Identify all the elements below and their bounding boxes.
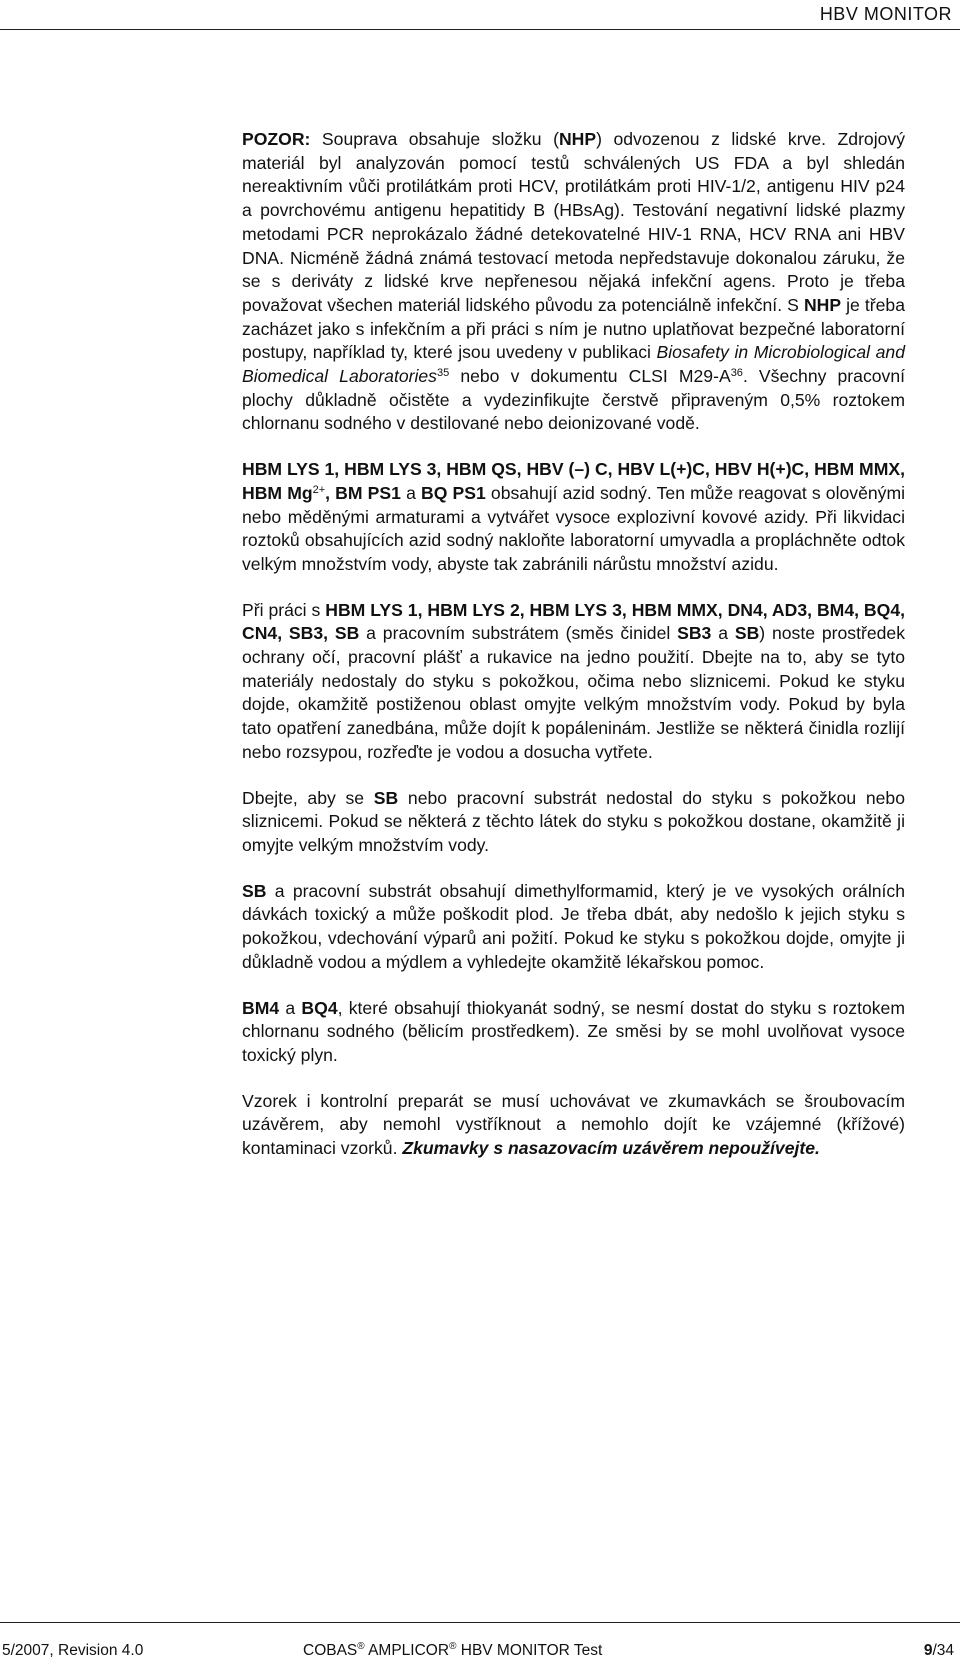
bold-term: HBM LYS 1, HBM LYS 2, HBM LYS 3, HBM MMX, DN4, AD3, BM4, BQ4, CN4, SB3, SB <box>242 599 905 644</box>
text-span: nebo v dokumentu CLSI M29-A <box>449 366 731 387</box>
bold-term: HBM LYS 1, HBM LYS 3, HBM QS, HBV (–) C, HBV L(+)C, HBV H(+)C, HBM MMX, HBM Mg <box>242 459 905 503</box>
reference-superscript: 35 <box>436 367 450 380</box>
revision-label: 5/2007, Revision 4.0 <box>2 1642 144 1659</box>
bold-term: BQ4 <box>301 997 338 1018</box>
text-span: ) noste prostředek ochrany očí, pracovní plášť a rukavice na jedno použití. Dbejte na to, aby se tyto materiály nedostaly do styku s pokožkou, očima nebo sliznicemi. Pokud ke styku dojde, okamžitě postiženou oblast omyjte velkým množstvím vody. Pokud by byla tato opatření zanedbána, může dojít k popáleninám. Jestliže se některá činidla rozlijí nebo rozsypou, rozřeďte je vodou a dosucha vytřete. <box>242 623 905 762</box>
paragraph-azide <box>242 458 905 577</box>
text-span: Dbejte, aby se <box>242 787 374 808</box>
registered-mark: ® <box>357 1641 365 1652</box>
page-footer <box>0 1622 960 1667</box>
current-page: 9 <box>923 1642 933 1659</box>
text-span: Souprava obsahuje složku ( <box>310 129 559 149</box>
text-span: a <box>279 997 302 1018</box>
bold-term: NHP <box>558 129 597 149</box>
paragraph-substrate-contact <box>242 787 905 858</box>
bold-term: , BM PS1 <box>325 482 401 503</box>
bold-term: SB <box>734 623 760 644</box>
text-span: ) odvozenou z lidské krve. Zdrojový materiál byl analyzován pomocí testů schválených US FDA a byl shledán nereaktivním vůči protilátkám proti HCV, protilátkám proti HIV-1/2, antigenu HIV p24 a povrchovému antigenu hepatitidy B (HBsAg). Testování negativní lidské plazmy metodami PCR neprokázalo žádné detekovatelné HIV-1 RNA, HCV RNA ani HBV DNA. Nicméně žádná známá testovací metoda nepředstavuje dokonalou záruku, že se s deriváty z lidské krve nepřenesou nějaká infekční agens. Proto je třeba považovat všechen materiál lidského původu za potenciálně infekční. S <box>242 129 905 315</box>
paragraph-thiocyanate <box>242 997 905 1068</box>
text-span: a pracovní substrát obsahují dimethylformamid, který je ve vysokých orálních dávkách toxický a může poškodit plod. Je třeba dbát, aby nedošlo k jejich styku s pokožkou, vdechování výparů ani požití. Pokud ke styku s pokožkou dojde, omyjte ji důkladně vodou a mýdlem a vyhledejte okamžitě lékařskou pomoc. <box>242 880 905 972</box>
text-span: obsahují azid sodný. Ten může reagovat s olověnými nebo měděnými armaturami a vytvářet vysoce explozivní kovové azidy. Při likvidaci roztoků obsahujících azid sodný nakloňte laboratorní umyvadla a propláchněte odtok velkým množstvím vody, abyste tak zabránili nárůstu množství azidu. <box>242 482 906 574</box>
paragraph-sample-tubes <box>242 1090 905 1161</box>
bold-term: BQ PS1 <box>421 482 486 503</box>
bold-term: SB <box>242 880 267 901</box>
bold-term: NHP <box>803 294 842 315</box>
charge-superscript: 2+ <box>312 483 326 496</box>
text-span: , které obsahují thiokyanát sodný, se nesmí dostat do styku s roztokem chlornanu sodného (bělicím prostředkem). Ze směsi by se mohl uvolňovat vysoce toxický plyn. <box>242 997 905 1065</box>
page-number <box>924 1642 954 1660</box>
text-span: je třeba zacházet jako s infekčním a při práci s ním je nutno uplatňovat bezpečné laboratorní postupy, například ty, které jsou uvedeny v publikaci <box>242 294 906 363</box>
registered-mark: ® <box>449 1641 457 1652</box>
brand-cobas: COBAS <box>303 1642 358 1659</box>
paragraph-protection <box>242 599 905 765</box>
text-span: . Všechny pracovní plochy důkladně očistěte a vydezinfikujte čerstvě připraveným 0,5% roztokem chlornanu sodného v destilované nebo deionizované vodě. <box>242 366 906 434</box>
warning-label: POZOR: <box>242 129 311 149</box>
text-span: nebo pracovní substrát nedostal do styku s pokožkou nebo sliznicemi. Pokud se některá z těchto látek do styku s pokožkou dostane, okamžitě ji omyjte velkým množstvím vody. <box>242 787 905 855</box>
total-pages: /34 <box>932 1642 954 1659</box>
bold-term: SB <box>373 787 399 808</box>
paragraph-warning <box>242 128 905 436</box>
text-span: Při práci s <box>242 599 326 620</box>
header-title: HBV MONITOR <box>819 4 952 24</box>
bold-term: BM4 <box>242 997 280 1018</box>
bold-term: SB3 <box>677 623 712 644</box>
paragraph-dimethylformamide <box>242 880 905 975</box>
text-span: Vzorek i kontrolní preparát se musí uchovávat ve zkumavkách se šroubovacím uzávěrem, aby nemohl vystříknout a nemohlo dojít ke vzájemné (křížové) kontaminaci vzorků. <box>242 1090 905 1159</box>
reference-superscript: 36 <box>730 367 743 380</box>
text-span: a <box>711 623 735 644</box>
text-span: a pracovním substrátem (směs činidel <box>359 623 678 644</box>
publication-title: Biosafety in Microbiological and Biomedical Laboratories <box>242 342 905 387</box>
test-name: HBV MONITOR Test <box>456 1642 603 1659</box>
page-header <box>0 0 960 30</box>
warning-emphasis: Zkumavky s nasazovacím uzávěrem nepoužívejte. <box>402 1138 820 1159</box>
brand-amplicor: AMPLICOR <box>364 1642 450 1659</box>
text-span: a <box>400 482 421 503</box>
product-title <box>303 1642 602 1660</box>
document-body <box>242 128 905 1161</box>
